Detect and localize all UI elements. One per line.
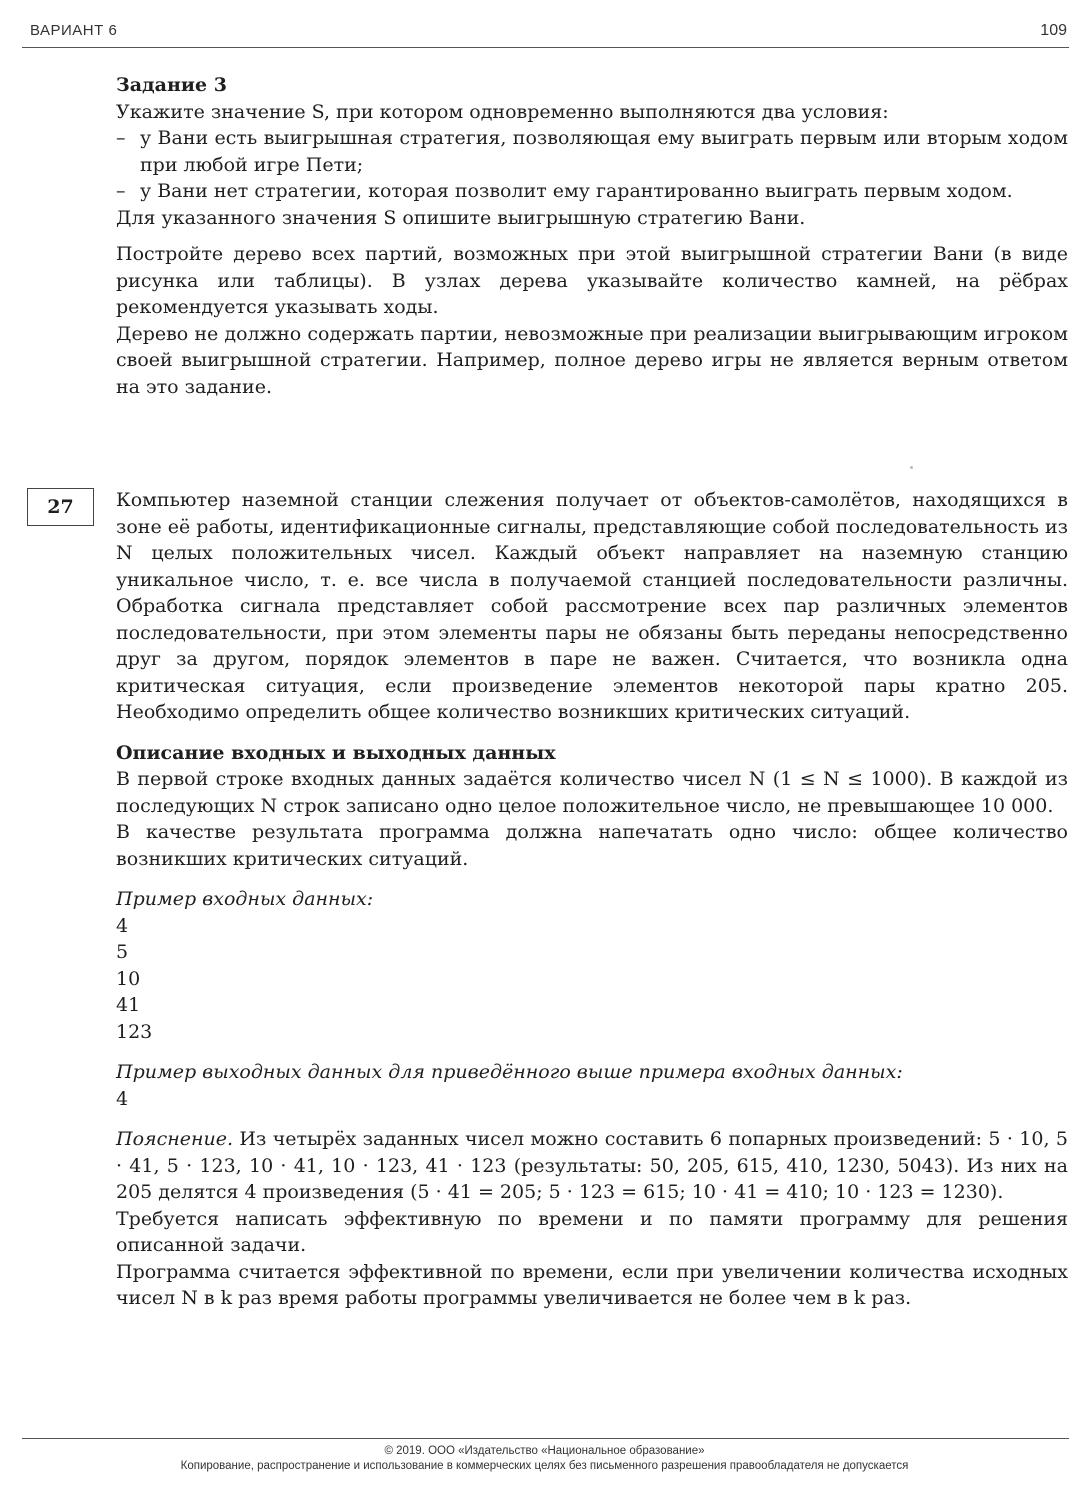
example-input-line: 4 [116,914,129,937]
dash-marker: – [116,127,126,149]
explanation [116,1126,1068,1206]
task3-condition-1 [116,125,1068,178]
page-number: 109 [1040,22,1067,39]
variant-label: ВАРИАНТ 6 [30,22,118,39]
example-output-label: Пример выходных данных для приведённого выше примера входных данных: [116,1061,903,1083]
footer-notice: Копирование, распространение и использование в коммерческих целях без письменного разрешения правообладателя не допускается [180,1460,909,1472]
dash-marker: – [116,180,126,202]
task3-condition-1-text: у Вани есть выигрышная стратегия, позволяющая ему выиграть первым или вторым ходом при любой игре Пети; [140,127,1068,176]
task3-condition-2 [116,178,1068,205]
example-input-label: Пример входных данных: [116,888,374,910]
footer-rule [22,1438,1069,1439]
io-title: Описание входных и выходных данных [116,741,556,764]
example-input-line: 123 [116,1020,153,1043]
footer-copyright: © 2019. ООО «Издательство «Национальное образование» [384,1445,705,1457]
efficiency-text: Программа считается эффективной по времени, если при увеличении количества исходных чисел N в k раз время работы программы увеличивается не более чем в k раз. [116,1260,1068,1309]
running-head [30,22,1067,48]
task3-request: Для указанного значения S опишите выигрышную стратегию Вани. [116,206,806,229]
requirement-text: Требуется написать эффективную по времени и по памяти программу для решения описанной задачи. [116,1207,1068,1256]
example-input-line: 41 [116,994,141,1016]
io-output-description: В качестве результата программа должна напечатать одно число: общее количество возникших критических ситуаций. [116,821,1068,870]
task3-section [116,72,1068,400]
task27-statement: Компьютер наземной станции слежения получает от объектов-самолётов, находящихся в зоне её работы, идентификационные сигналы, представляющие собой последовательность из N целых положительных чисел. Каждый объект направляет на наземную станцию уникальное число, т. е. все числа в получаемой станцией последовательности различны. Обработка сигнала представляет собой рассмотрение всех пар различных элементов последовательности, при этом элементы пары не обязаны быть переданы непосредственно друг за другом, порядок элементов в паре не важен. Считается, что возникла одна критическая ситуация, если произведение элементов некоторой пары кратно 205. Необходимо определить общее количество возникших критических ситуаций. [116,489,1068,723]
task3-intro: Укажите значение S, при котором одновременно выполняются два условия: [116,100,889,123]
page-footer [0,1444,1089,1474]
task3-title: Задание 3 [116,74,227,96]
task3-condition-2-text: у Вани нет стратегии, которая позволит ему гарантированно выиграть первым ходом. [140,180,1013,202]
header-rule [22,47,1069,48]
example-output-value: 4 [116,1087,129,1110]
task27-section [116,487,1068,1312]
example-input-line: 10 [116,967,141,990]
task3-tree-note: Дерево не должно содержать партии, невозможные при реализации выигрывающим игроком своей выигрышной стратегии. Например, полное дерево игры не является верным ответом на это задание. [116,322,1068,398]
scan-speck [910,466,913,469]
explanation-label: Пояснение. [116,1128,234,1150]
explanation-text: Из четырёх заданных чисел можно составить 6 попарных произведений: 5 · 10, 5 · 41, 5 · 123, 10 · 41, 10 · 123, 41 · 123 (результаты: 50, 205, 615, 410, 1230, 5043). Из них на 205 делятся 4 произведения (5 · 41 = 205; 5 · 123 = 615; 10 · 41 = 410; 10 · 123 = 1230). [116,1128,1068,1203]
task3-tree-instruction: Постройте дерево всех партий, возможных при этой выигрышной стратегии Вани (в виде рисунка или таблицы). В узлах дерева указывайте количество камней, на рёбрах рекомендуется указывать ходы. [116,243,1068,318]
io-input-description: В первой строке входных данных задаётся количество чисел N (1 ≤ N ≤ 1000). В каждой из последующих N строк записано одно целое положительное число, не превышающее 10 000. [116,768,1068,817]
example-input-line: 5 [116,941,129,963]
task-number-box: 27 [27,488,94,526]
